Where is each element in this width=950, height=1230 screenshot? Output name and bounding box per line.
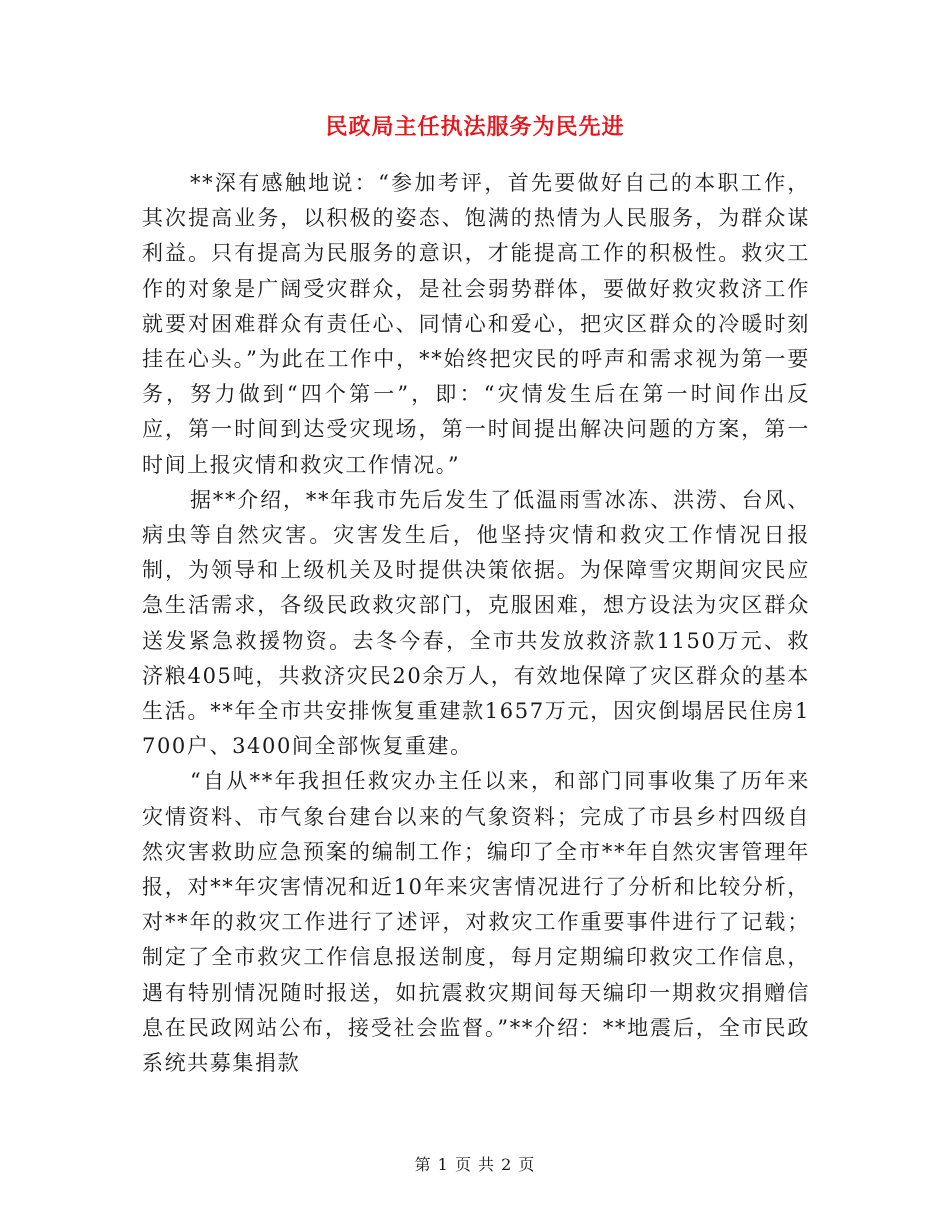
paragraph-1: **深有感触地说：“参加考评，首先要做好自己的本职工作，其次提高业务，以积极的姿态、饱满的热情为人民服务，为群众谋利益。只有提高为民服务的意识，才能提高工作的积极性。救灾工作的对象是广阔受灾群众，是社会弱势群体，要做好救灾救济工作就要对困难群众有责任心、同情心和爱心，把灾区群众的冷暖时刻挂在心头。”为此在工作中，**始终把灾民的呼声和需求视为第一要务，努力做到“四个第一”，即：“灾情发生后在第一时间作出反应，第一时间到达受灾现场，第一时间提出解决问题的方案，第一时间上报灾情和救灾工作情况。” — [142, 171, 810, 477]
document-title: 民政局主任执法服务为民先进 — [325, 114, 625, 140]
paragraph-3: “自从**年我担任救灾办主任以来，和部门同事收集了历年来灾情资料、市气象台建台以来的气象资料；完成了市县乡村四级自然灾害救助应急预案的编制工作；编印了全市**年自然灾害管理年报，对**年灾害情况和近10年来灾害情况进行了分析和比较分析，对**年的救灾工作进行了述评，对救灾工作重要事件进行了记载；制定了全市救灾工作信息报送制度，每月定期编印救灾工作信息，遇有特别情况随时报送，如抗震救灾期间每天编印一期救灾捐赠信息在民政网站公布，接受社会监督。”**介绍：**地震后，全市民政系统共募集捐款 — [142, 769, 810, 1076]
document-body — [142, 166, 810, 1081]
paragraph-2: 据**介绍，**年我市先后发生了低温雨雪冰冻、洪涝、台风、病虫等自然灾害。灾害发生后，他坚持灾情和救灾工作情况日报制，为领导和上级机关及时提供决策依据。为保障雪灾期间灾民应急生活需求，各级民政救灾部门，克服困难，想方设法为灾区群众送发紧急救援物资。去冬今春，全市共发放救济款1150万元、救济粮405吨，共救济灾民20余万人，有效地保障了灾区群众的基本生活。**年全市共安排恢复重建款1657万元，因灾倒塌居民住房1700户、3400间全部恢复重建。 — [142, 487, 810, 759]
page-number-footer: 第 1 页 共 2 页 — [414, 1155, 536, 1174]
